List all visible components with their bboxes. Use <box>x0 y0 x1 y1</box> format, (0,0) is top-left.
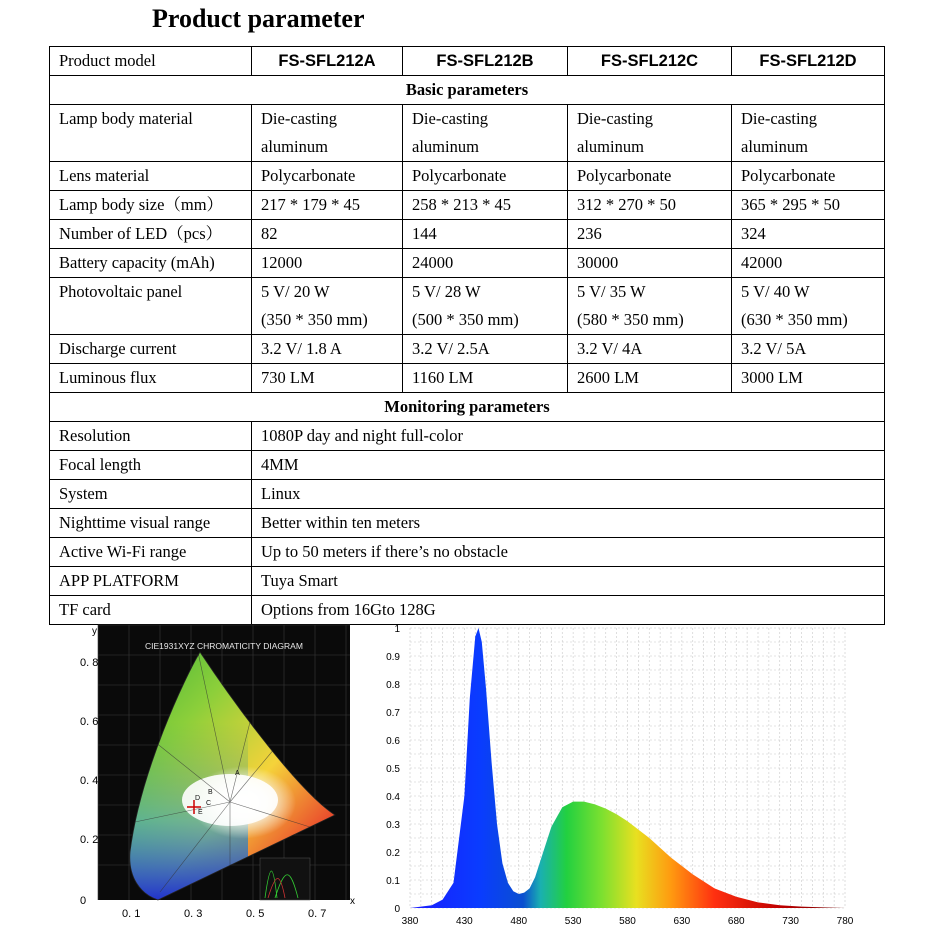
table-cell <box>732 249 885 278</box>
cell-line: 5 V/ 20 W <box>261 282 330 301</box>
cell-line: Die-casting <box>577 109 654 128</box>
table-row <box>50 509 885 538</box>
cie-y-tick: 0. 8 <box>80 657 99 669</box>
cell-line: 2600 LM <box>577 368 639 387</box>
section-row <box>50 76 885 105</box>
cie-point-label: A <box>235 770 240 777</box>
cell-line: 365 * 295 * 50 <box>741 195 840 214</box>
cie-point-label: E <box>198 809 203 816</box>
table-cell <box>403 191 568 220</box>
cell-line: Polycarbonate <box>412 166 507 185</box>
cell-line: aluminum <box>741 137 808 156</box>
table-cell: 4MM <box>252 451 885 480</box>
cell-line: 3.2 V/ 1.8 A <box>261 339 342 358</box>
cie-chromaticity-diagram <box>80 622 355 927</box>
row-label: Luminous flux <box>50 364 252 393</box>
table-cell <box>568 162 732 191</box>
table-cell: Linux <box>252 480 885 509</box>
model-header: FS-SFL212D <box>732 47 885 76</box>
cie-x-tick: 0. 3 <box>184 908 203 920</box>
cell-line: 12000 <box>261 253 303 272</box>
cie-point-label: B <box>208 789 213 796</box>
table-cell <box>252 105 403 162</box>
table-row <box>50 567 885 596</box>
table-cell <box>403 278 568 335</box>
spectrum-y-tick: 0.3 <box>386 820 400 831</box>
table-row <box>50 105 885 162</box>
row-label: Number of LED（pcs） <box>50 220 252 249</box>
model-header: FS-SFL212B <box>403 47 568 76</box>
cie-y-tick: 0 <box>80 895 87 907</box>
page-title: Product parameter <box>152 4 365 33</box>
cell-line: Polycarbonate <box>741 166 836 185</box>
cell-line: 1160 LM <box>412 368 474 387</box>
cell-line: (630 * 350 mm) <box>741 310 848 329</box>
table-cell <box>252 220 403 249</box>
table-cell <box>252 364 403 393</box>
cell-line: 5 V/ 40 W <box>741 282 810 301</box>
table-cell <box>568 105 732 162</box>
model-header: FS-SFL212C <box>568 47 732 76</box>
table-row <box>50 47 885 76</box>
table-cell <box>568 278 732 335</box>
spectrum-y-tick: 0.4 <box>386 792 400 803</box>
table-row <box>50 451 885 480</box>
cell-line: 3.2 V/ 2.5A <box>412 339 490 358</box>
table-cell <box>252 335 403 364</box>
cell-line: Polycarbonate <box>577 166 672 185</box>
table-cell <box>568 335 732 364</box>
spectrum-chart <box>380 620 854 930</box>
section-header-basic: Basic parameters <box>50 76 885 105</box>
row-label: Resolution <box>50 422 252 451</box>
cie-point-label: C <box>206 800 212 807</box>
cie-title: CIE1931XYZ CHROMATICITY DIAGRAM <box>145 641 303 651</box>
cell-line: Die-casting <box>261 109 338 128</box>
table-cell <box>403 249 568 278</box>
table-cell <box>252 249 403 278</box>
table-row <box>50 220 885 249</box>
row-label: Discharge current <box>50 335 252 364</box>
table-row <box>50 249 885 278</box>
spectrum-x-tick: 430 <box>456 916 473 927</box>
table-cell: Better within ten meters <box>252 509 885 538</box>
cell-line: (500 * 350 mm) <box>412 310 519 329</box>
spectrum-x-tick: 580 <box>619 916 636 927</box>
row-label: Battery capacity (mAh) <box>50 249 252 278</box>
spectrum-x-tick: 530 <box>564 916 582 927</box>
cell-line: (580 * 350 mm) <box>577 310 684 329</box>
spectrum-y-tick: 0.1 <box>386 876 400 887</box>
cell-line: 3.2 V/ 4A <box>577 339 643 358</box>
cell-line: 3000 LM <box>741 368 803 387</box>
table-cell <box>403 364 568 393</box>
spectrum-y-tick: 0 <box>394 904 400 915</box>
table-cell <box>403 162 568 191</box>
spectrum-y-tick: 1 <box>394 624 400 635</box>
cell-line: 5 V/ 28 W <box>412 282 481 301</box>
cell-line: 42000 <box>741 253 783 272</box>
spectrum-x-tick: 680 <box>727 916 745 927</box>
row-label: APP PLATFORM <box>50 567 252 596</box>
table-cell <box>568 364 732 393</box>
cell-line: 24000 <box>412 253 454 272</box>
cell-line: aluminum <box>577 137 644 156</box>
cell-line: aluminum <box>261 137 328 156</box>
table-cell <box>568 220 732 249</box>
spectrum-y-tick: 0.5 <box>386 764 400 775</box>
cell-line: 730 LM <box>261 368 315 387</box>
model-header: FS-SFL212A <box>252 47 403 76</box>
cell-line: (350 * 350 mm) <box>261 310 368 329</box>
spectrum-x-tick: 780 <box>836 916 854 927</box>
cell-line: Die-casting <box>412 109 489 128</box>
cie-y-tick: 0. 6 <box>80 716 99 728</box>
spectrum-y-tick: 0.8 <box>386 680 400 691</box>
row-label: Product model <box>50 47 252 76</box>
table-row <box>50 191 885 220</box>
spectrum-y-tick: 0.6 <box>386 736 400 747</box>
cell-line: Polycarbonate <box>261 166 356 185</box>
row-label: TF card <box>50 596 252 625</box>
cell-line: 324 <box>741 224 766 243</box>
cie-y-tick: 0. 4 <box>80 775 99 787</box>
row-label: Nighttime visual range <box>50 509 252 538</box>
row-label: Active Wi-Fi range <box>50 538 252 567</box>
cell-line: 236 <box>577 224 602 243</box>
cie-y-tick: 0. 2 <box>80 834 99 846</box>
table-cell <box>732 105 885 162</box>
cell-line: aluminum <box>412 137 479 156</box>
spectrum-y-tick: 0.7 <box>386 708 400 719</box>
table-cell <box>732 335 885 364</box>
cell-line: Die-casting <box>741 109 818 128</box>
row-label: Photovoltaic panel <box>50 278 252 335</box>
spectrum-x-tick: 480 <box>510 916 528 927</box>
cell-line: 3.2 V/ 5A <box>741 339 807 358</box>
spectrum-x-tick: 380 <box>401 916 419 927</box>
cie-point-label: D <box>195 795 201 802</box>
row-label: Focal length <box>50 451 252 480</box>
table-row <box>50 278 885 335</box>
row-label: System <box>50 480 252 509</box>
table-row <box>50 335 885 364</box>
cell-line: 5 V/ 35 W <box>577 282 646 301</box>
cie-x-tick: 0. 1 <box>122 908 141 920</box>
cie-x-axis-label: x <box>350 896 355 907</box>
cie-y-axis-label: y <box>92 626 97 637</box>
table-cell: 1080P day and night full-color <box>252 422 885 451</box>
spectrum-y-tick: 0.9 <box>386 652 400 663</box>
table-row <box>50 538 885 567</box>
cell-line: 30000 <box>577 253 619 272</box>
table-cell <box>732 220 885 249</box>
table-cell: Tuya Smart <box>252 567 885 596</box>
table-cell <box>403 220 568 249</box>
table-cell <box>252 162 403 191</box>
spec-table <box>49 46 885 625</box>
cell-line: 217 * 179 * 45 <box>261 195 360 214</box>
cie-x-tick: 0. 5 <box>246 908 265 920</box>
table-row <box>50 364 885 393</box>
spectrum-x-tick: 730 <box>782 916 799 927</box>
table-cell <box>568 249 732 278</box>
table-cell <box>252 278 403 335</box>
table-row <box>50 162 885 191</box>
cell-line: 144 <box>412 224 437 243</box>
table-row <box>50 480 885 509</box>
cie-x-tick: 0. 7 <box>308 908 327 920</box>
table-cell <box>732 364 885 393</box>
row-label: Lamp body size（mm） <box>50 191 252 220</box>
cell-line: 258 * 213 * 45 <box>412 195 511 214</box>
table-row <box>50 422 885 451</box>
table-cell <box>403 335 568 364</box>
section-row <box>50 393 885 422</box>
table-cell <box>732 278 885 335</box>
cell-line: 82 <box>261 224 278 243</box>
table-cell <box>732 162 885 191</box>
cell-line: 312 * 270 * 50 <box>577 195 676 214</box>
table-cell <box>403 105 568 162</box>
table-cell: Options from 16Gto 128G <box>252 596 885 625</box>
table-cell <box>732 191 885 220</box>
row-label: Lamp body material <box>50 105 252 162</box>
table-cell: Up to 50 meters if there’s no obstacle <box>252 538 885 567</box>
spectrum-x-tick: 630 <box>673 916 691 927</box>
table-cell <box>568 191 732 220</box>
row-label: Lens material <box>50 162 252 191</box>
spectrum-y-tick: 0.2 <box>386 848 400 859</box>
section-header-monitoring: Monitoring parameters <box>50 393 885 422</box>
table-cell <box>252 191 403 220</box>
